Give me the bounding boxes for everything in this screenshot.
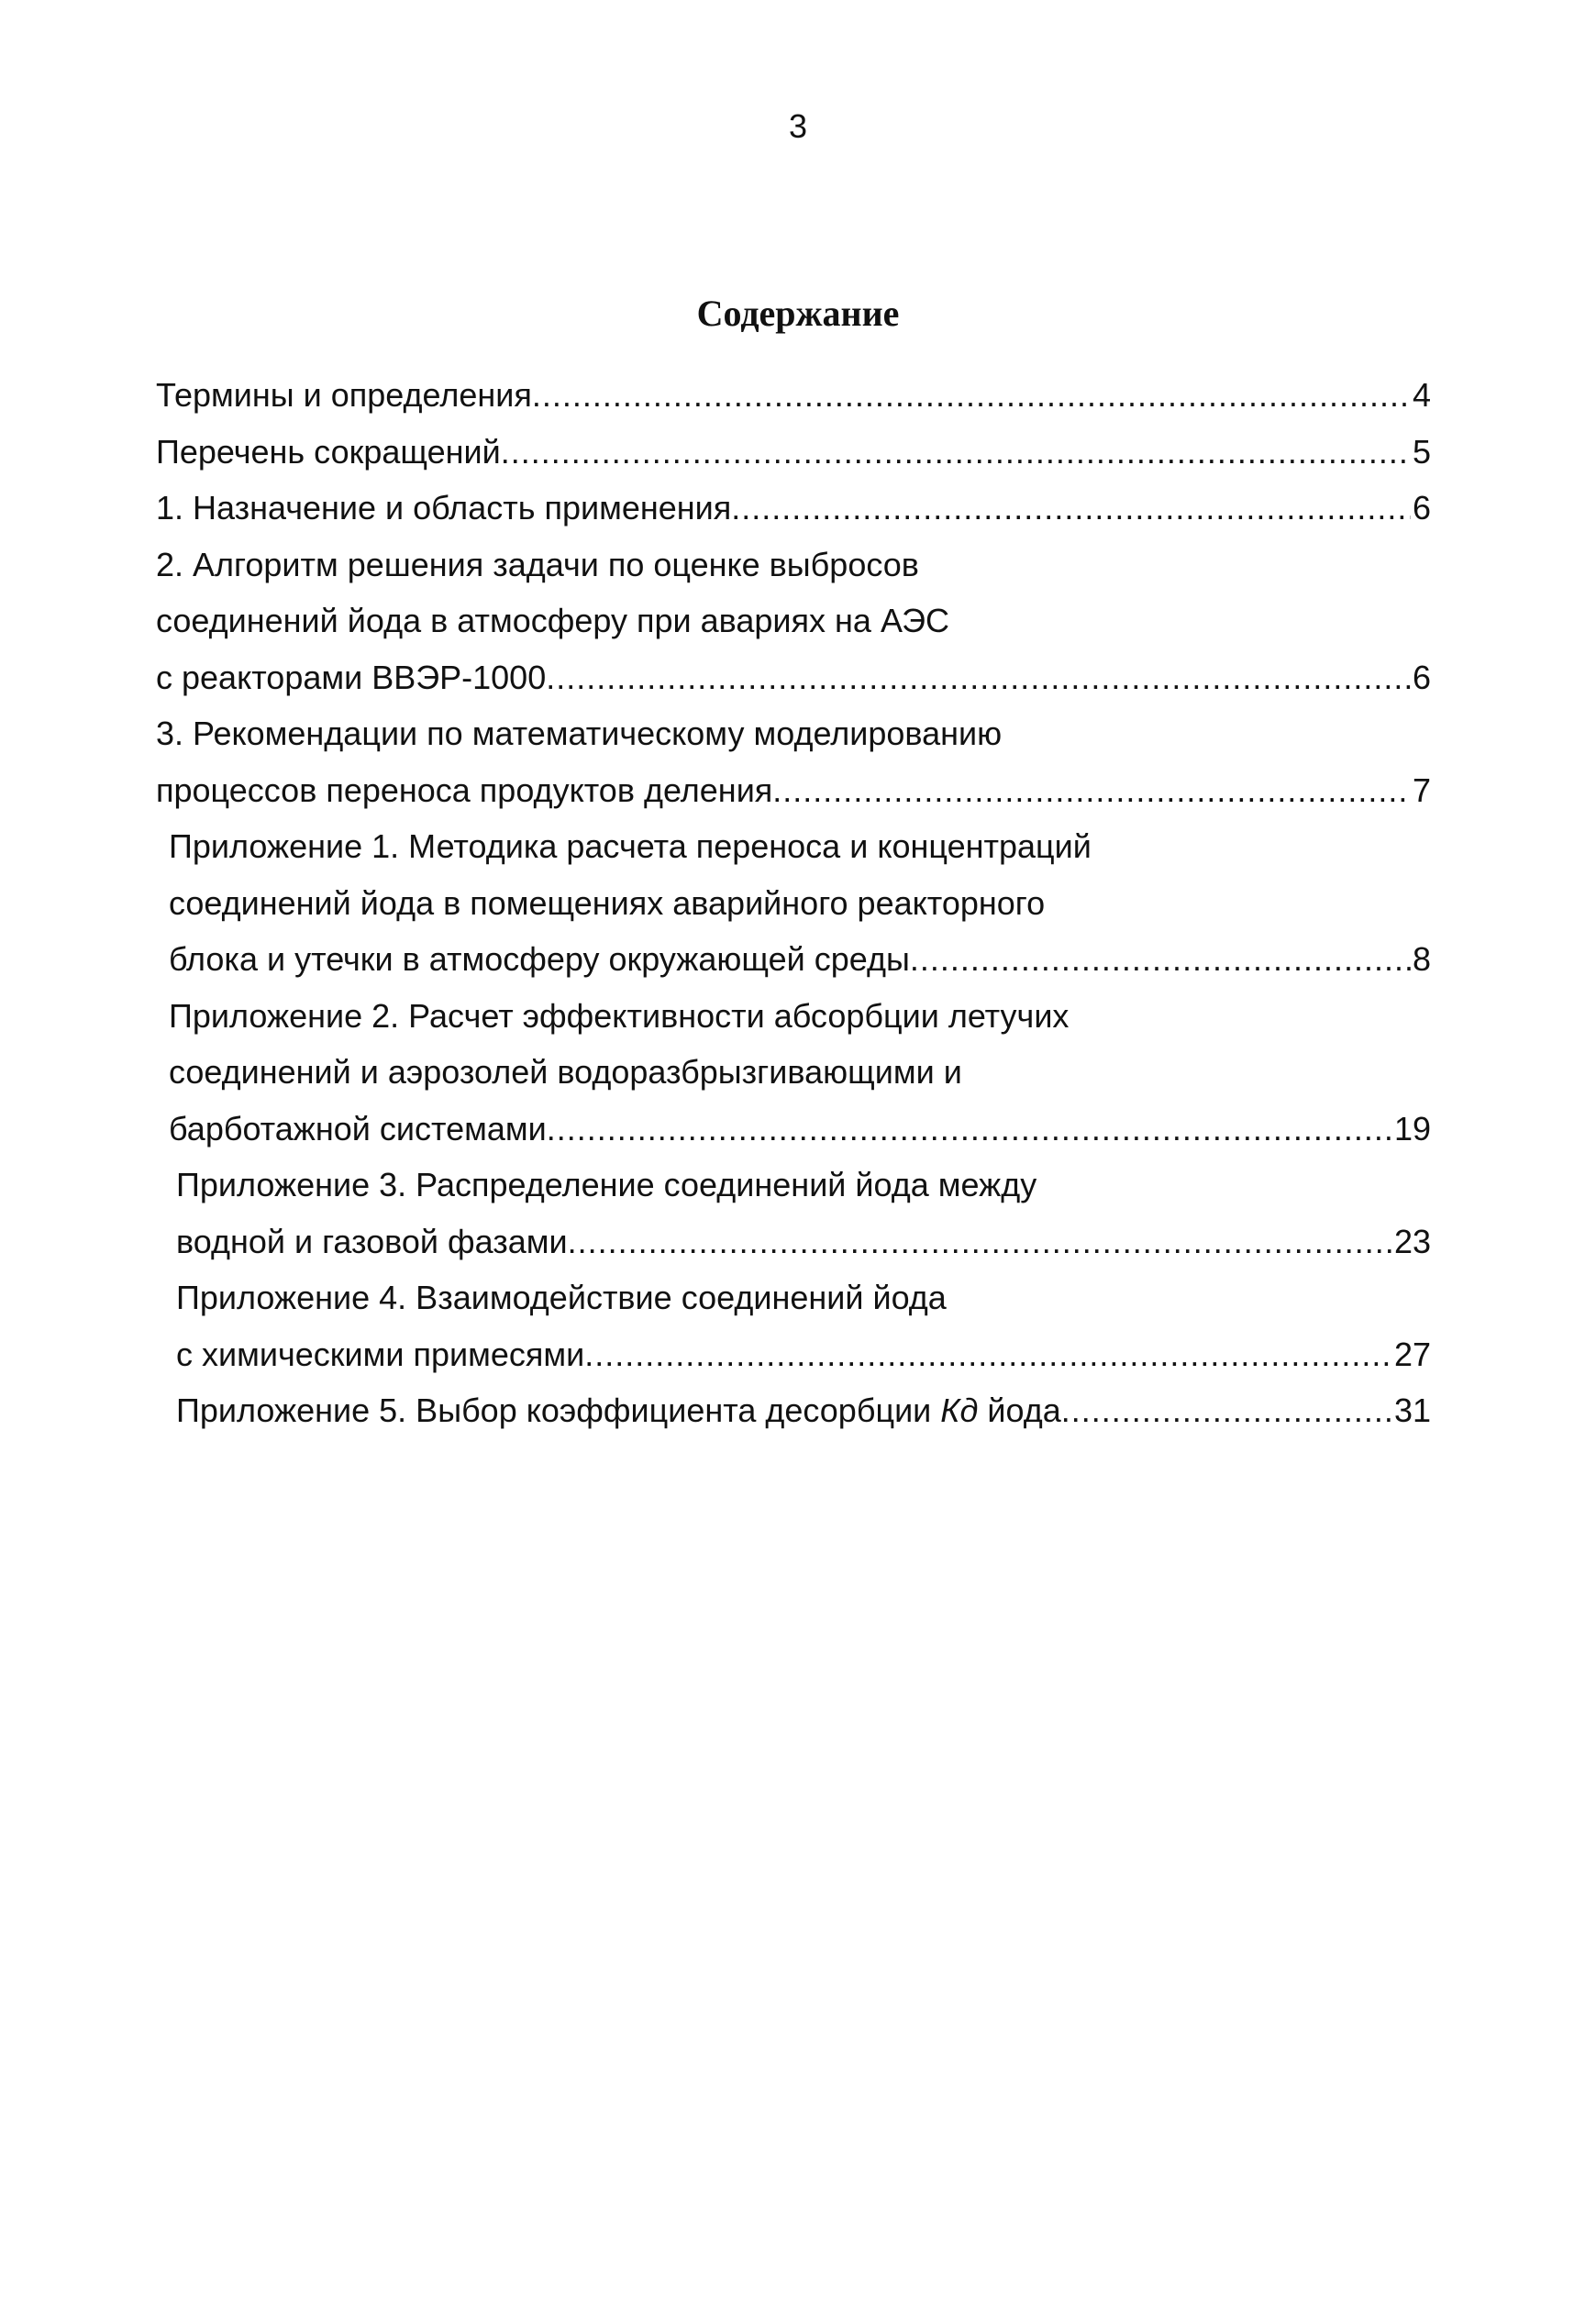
toc-leader-dots xyxy=(910,931,1411,988)
toc-page-number: 6 xyxy=(1412,489,1431,527)
toc-entry-text: Приложение 3. Распределение соединений йода между xyxy=(176,1166,1037,1203)
toc-leader-dots xyxy=(1061,1382,1392,1439)
toc-page-number: 23 xyxy=(1393,1222,1431,1260)
toc-entry-text: барботажной системами xyxy=(169,1109,547,1147)
toc-leader-dots xyxy=(772,762,1411,819)
toc-entry-text: 2. Алгоритм решения задачи по оценке выбросов xyxy=(156,545,919,583)
toc-entry-abbreviations[interactable] xyxy=(156,424,1431,481)
toc-page-number: 4 xyxy=(1412,376,1431,414)
toc-page-number: 19 xyxy=(1393,1109,1431,1147)
table-of-contents xyxy=(156,367,1431,1439)
toc-entry-terms[interactable] xyxy=(156,367,1431,424)
toc-entry-text-part: Приложение 5. Выбор коэффициента десорбции xyxy=(176,1391,941,1429)
page-title: Содержание xyxy=(696,293,900,334)
toc-leader-dots xyxy=(584,1326,1392,1383)
toc-entry-text-part: йода xyxy=(978,1391,1061,1429)
toc-entry-text: Приложение 4. Взаимодействие соединений йода xyxy=(176,1279,947,1316)
toc-leader-dots xyxy=(501,424,1411,481)
toc-entry-appendix-5[interactable] xyxy=(156,1382,1431,1439)
toc-entry-section-1[interactable] xyxy=(156,480,1431,537)
toc-page-number: 8 xyxy=(1412,940,1431,978)
toc-entry-text: блока и утечки в атмосферу окружающей среды xyxy=(169,940,910,978)
toc-leader-dots xyxy=(568,1214,1392,1270)
toc-entry-appendix-2[interactable] xyxy=(156,988,1431,1158)
toc-entry-section-3[interactable] xyxy=(156,705,1431,818)
toc-entry-text: Приложение 2. Расчет эффективности абсорбции летучих xyxy=(169,996,1070,1035)
toc-entry-text: Приложение 1. Методика расчета переноса и концентраций xyxy=(169,827,1092,865)
toc-entry-text: Перечень сокращений xyxy=(156,432,501,471)
toc-entry-appendix-3[interactable] xyxy=(156,1157,1431,1269)
page-number: 3 xyxy=(788,107,808,145)
toc-entry-text: Термины и определения xyxy=(156,376,532,414)
toc-leader-dots xyxy=(731,480,1411,537)
toc-entry-text: процессов переноса продуктов деления xyxy=(156,770,773,809)
toc-page-number: 31 xyxy=(1393,1391,1431,1429)
toc-entry-section-2[interactable] xyxy=(156,537,1431,706)
toc-entry-appendix-4[interactable] xyxy=(156,1269,1431,1382)
toc-page-number: 7 xyxy=(1412,770,1431,809)
toc-page-number: 5 xyxy=(1412,432,1431,471)
toc-entry-text: соединений йода в атмосферу при авариях на АЭС xyxy=(156,602,950,639)
desorption-coefficient-symbol: Кд xyxy=(940,1391,979,1429)
toc-entry-text xyxy=(176,1382,1061,1439)
toc-page-number: 6 xyxy=(1412,658,1431,696)
toc-entry-text: соединений йода в помещениях аварийного реакторного xyxy=(169,883,1046,922)
toc-leader-dots xyxy=(532,367,1411,424)
toc-entry-text: соединений и аэрозолей водоразбрызгивающими и xyxy=(169,1053,962,1091)
toc-leader-dots xyxy=(547,1101,1392,1158)
toc-entry-text: 3. Рекомендации по математическому моделированию xyxy=(156,715,1003,752)
toc-entry-appendix-1[interactable] xyxy=(156,818,1431,988)
toc-entry-text: с реакторами ВВЭР-1000 xyxy=(156,658,547,696)
toc-entry-text: с химическими примесями xyxy=(176,1335,585,1373)
toc-entry-text: водной и газовой фазами xyxy=(176,1222,568,1260)
toc-leader-dots xyxy=(546,649,1411,706)
toc-entry-text: 1. Назначение и область применения xyxy=(156,489,732,527)
toc-page-number: 27 xyxy=(1393,1335,1431,1373)
